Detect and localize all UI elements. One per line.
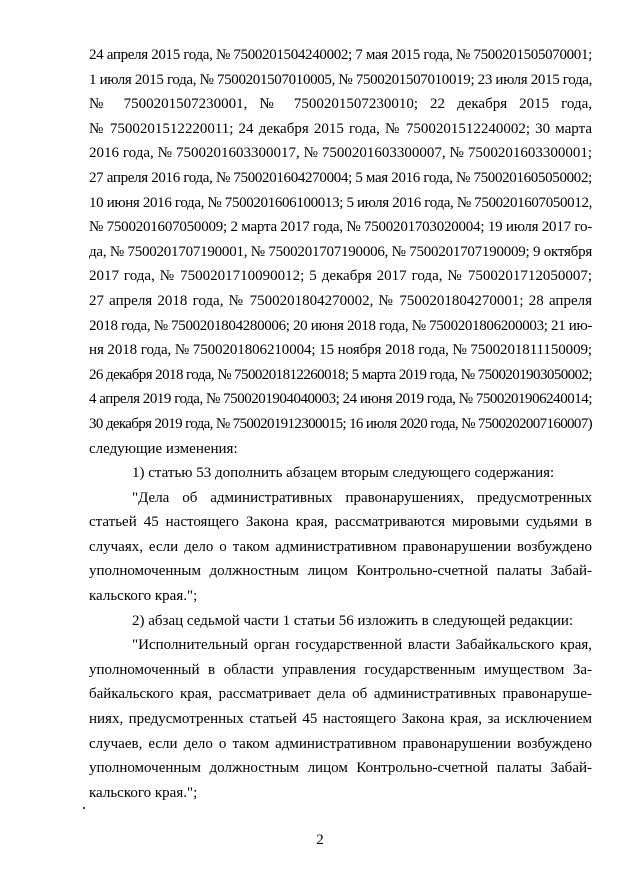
text-line: да, № 7500201707190001, № 7500201707190006, № 7500201707190009; 9 октября	[89, 243, 593, 260]
text-line: статьей 45 настоящего Закона края, рассматриваются мировыми судьями в	[89, 514, 592, 531]
text-line: 27 апреля 2016 года, № 7500201604270004; 5 мая 2016 года, № 7500201605050002;	[89, 169, 592, 186]
text-line: 2016 года, № 7500201603300017, № 7500201603300007, № 7500201603300001;	[89, 145, 592, 162]
text-line: 1) статью 53 дополнить абзацем вторым следующего содержания:	[132, 465, 555, 482]
text-line: байкальского края, рассматривает дела об административных правонаруше-	[89, 686, 592, 703]
page-number: 2	[316, 832, 324, 848]
text-line: случаев, если дело о таком административном правонарушении возбуждено	[89, 735, 592, 752]
text-line: уполномоченный в области управления государственным имуществом За-	[89, 661, 592, 678]
text-line: "Дела об административных правонарушениях, предусмотренных	[132, 489, 592, 506]
text-line: 30 декабря 2019 года, № 7500201912300015; 16 июля 2020 года, № 7500202007160007)	[89, 415, 592, 432]
text-line: уполномоченным должностным лицом Контрольно-счетной палаты Забай-	[89, 563, 592, 580]
text-line: ня 2018 года, № 7500201806210004; 15 ноября 2018 года, № 7500201811150009;	[89, 342, 593, 359]
text-line: № 7500201507230001, № 7500201507230010; 22 декабря 2015 года,	[89, 96, 592, 113]
text-line: случаях, если дело о таком административном правонарушении возбуждено	[89, 538, 592, 555]
text-line: 24 апреля 2015 года, № 7500201504240002; 7 мая 2015 года, № 7500201505070001;	[89, 47, 592, 63]
text-line: кальского края.";	[89, 588, 198, 605]
text-line: ниях, предусмотренных статьей 45 настоящего Закона края, за исключением	[89, 711, 592, 728]
text-line: 4 апреля 2019 года, № 7500201904040003; 24 июня 2019 года, № 7500201906240014;	[89, 391, 593, 408]
text-line: № 7500201607050009; 2 марта 2017 года, № 7500201703020004; 19 июля 2017 го-	[89, 219, 592, 236]
scan-speck	[83, 807, 85, 809]
text-line: 2018 года, № 7500201804280006; 20 июня 2018 года, № 7500201806200003; 21 ию-	[89, 317, 592, 334]
text-line: 2) абзац седьмой части 1 статьи 56 изложить в следующей редакции:	[132, 612, 574, 629]
text-line: 26 декабря 2018 года, № 7500201812260018; 5 марта 2019 года, № 7500201903050002;	[89, 366, 593, 383]
text-line: "Исполнительный орган государственной власти Забайкальского края,	[132, 637, 592, 654]
text-line: уполномоченным должностным лицом Контрольно-счетной палаты Забай-	[89, 760, 592, 777]
text-line: № 7500201512220011; 24 декабря 2015 года, № 7500201512240002; 30 марта	[89, 120, 592, 137]
text-line: 10 июня 2016 года, № 7500201606100013; 5 июля 2016 года, № 7500201607050012,	[89, 194, 593, 211]
text-line: 2017 года, № 7500201710090012; 5 декабря 2017 года, № 7500201712050007;	[89, 268, 592, 285]
text-line: следующие изменения:	[89, 440, 238, 457]
text-line: кальского края.";	[89, 784, 198, 801]
document-body	[89, 43, 592, 805]
text-line: 1 июля 2015 года, № 7500201507010005, № 7500201507010019; 23 июля 2015 года,	[89, 71, 593, 88]
text-line: 27 апреля 2018 года, № 7500201804270002, № 7500201804270001; 28 апреля	[89, 292, 592, 309]
